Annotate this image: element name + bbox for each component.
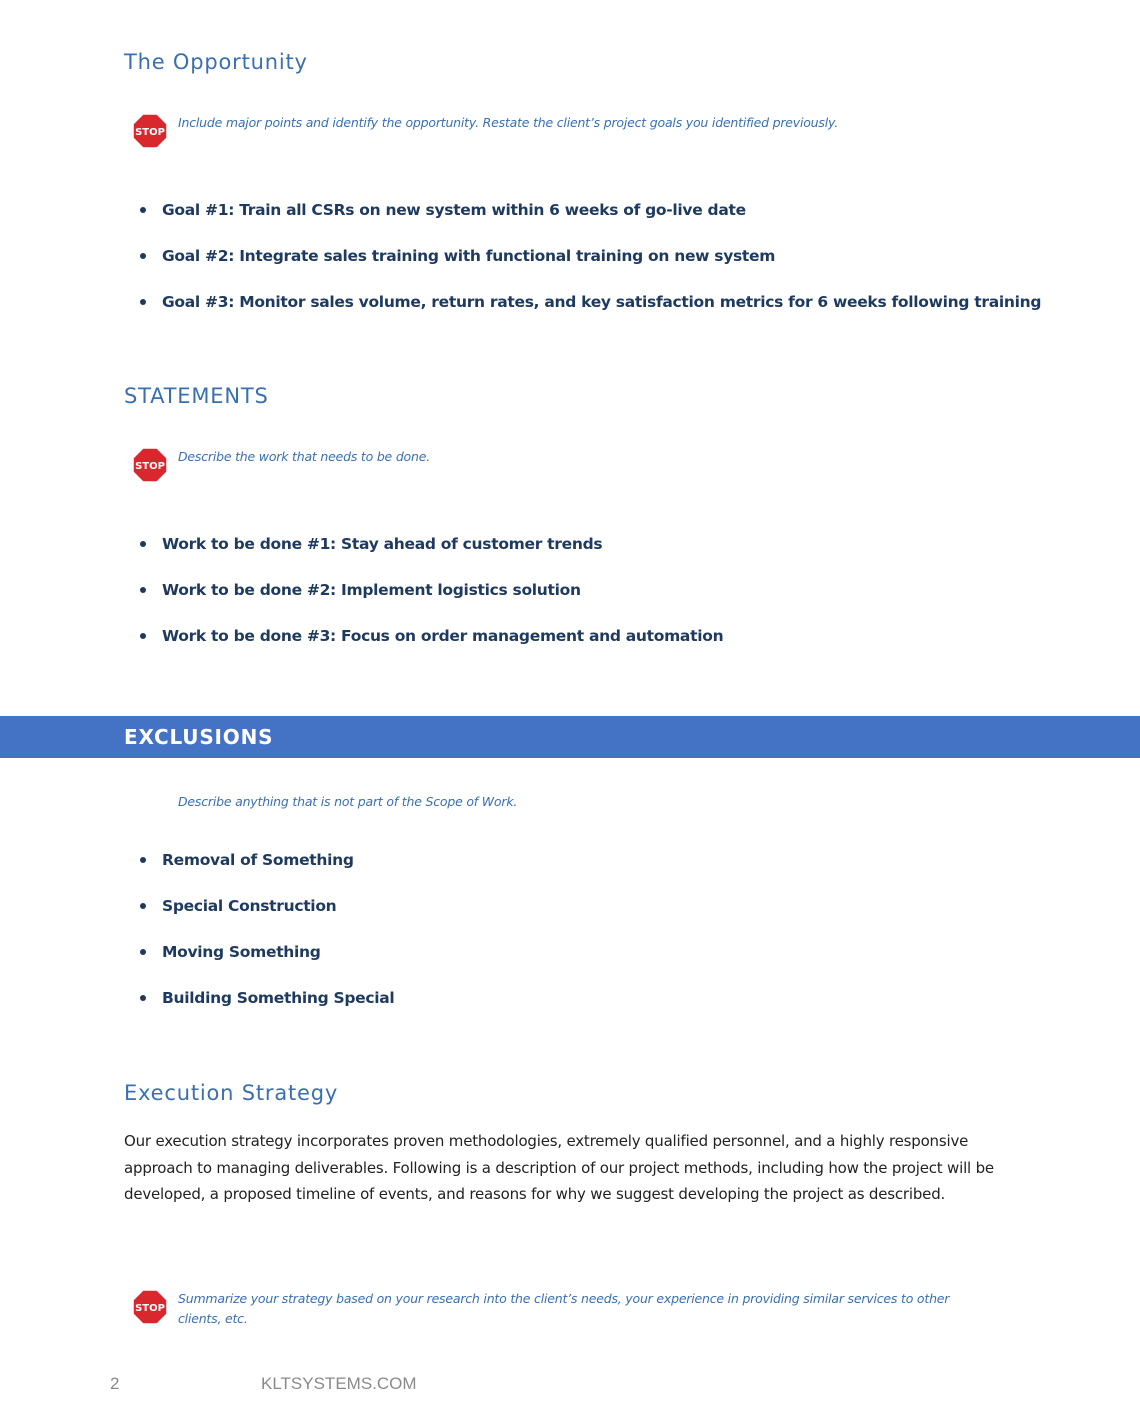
execution-paragraph: Our execution strategy incorporates proven methodologies, extremely qualified personnel, and a highly responsive approach to managing deliverables. Following is a description of our project methods, including how the project will be developed, a proposed timeline of events, and reasons for why we suggest developing the project as described. bbox=[124, 1132, 994, 1203]
list-item bbox=[136, 975, 394, 1021]
stop-sign-label: STOP bbox=[135, 127, 165, 138]
bullet-icon bbox=[140, 995, 146, 1001]
bullet-icon bbox=[140, 541, 146, 547]
list-item bbox=[136, 613, 723, 659]
bullet-icon bbox=[140, 633, 146, 639]
stop-sign-icon bbox=[132, 1289, 168, 1325]
stop-sign-icon bbox=[132, 447, 168, 483]
statements-note-text: Describe the work that needs to be done. bbox=[178, 449, 430, 464]
list-item-text: Removal of Something bbox=[162, 851, 354, 869]
stop-sign-label: STOP bbox=[135, 461, 165, 472]
list-item-text: Goal #3: Monitor sales volume, return rates, and key satisfaction metrics for 6 weeks following training bbox=[162, 293, 1042, 311]
exclusions-heading: EXCLUSIONS bbox=[124, 725, 274, 749]
list-item-text: Work to be done #3: Focus on order management and automation bbox=[162, 627, 724, 645]
stop-sign-label: STOP bbox=[135, 1303, 165, 1314]
bullet-icon bbox=[140, 949, 146, 955]
list-item-text: Goal #1: Train all CSRs on new system within 6 weeks of go-live date bbox=[162, 201, 746, 219]
list-item bbox=[136, 567, 723, 613]
execution-heading: Execution Strategy bbox=[124, 1081, 339, 1105]
opportunity-note-text: Include major points and identify the opportunity. Restate the client’s project goals you identified previously. bbox=[178, 115, 838, 130]
list-item bbox=[136, 187, 1041, 233]
page-number: 2 bbox=[110, 1374, 120, 1393]
bullet-icon bbox=[140, 903, 146, 909]
statements-heading: STATEMENTS bbox=[124, 384, 269, 408]
opportunity-note bbox=[132, 113, 878, 149]
bullet-icon bbox=[140, 299, 146, 305]
bullet-icon bbox=[140, 587, 146, 593]
list-item-text: Goal #2: Integrate sales training with functional training on new system bbox=[162, 247, 776, 265]
list-item bbox=[136, 837, 394, 883]
list-item bbox=[136, 279, 1041, 325]
stop-sign-icon bbox=[132, 113, 168, 149]
list-item-text: Moving Something bbox=[162, 943, 321, 961]
list-item-text: Building Something Special bbox=[162, 989, 395, 1007]
bullet-icon bbox=[140, 857, 146, 863]
footer-website: KLTSYSTEMS.COM bbox=[261, 1374, 417, 1393]
list-item-text: Special Construction bbox=[162, 897, 337, 915]
bullet-icon bbox=[140, 253, 146, 259]
opportunity-heading: The Opportunity bbox=[124, 50, 308, 74]
list-item bbox=[136, 233, 1041, 279]
list-item bbox=[136, 521, 723, 567]
statements-list bbox=[136, 521, 723, 659]
execution-note-text: Summarize your strategy based on your research into the client’s needs, your experience in providing similar services to other clients, etc. bbox=[178, 1291, 950, 1326]
goals-list bbox=[136, 187, 1041, 325]
execution-note bbox=[132, 1289, 968, 1329]
exclusions-list bbox=[136, 837, 394, 1021]
exclusions-banner bbox=[0, 716, 1140, 758]
exclusions-note-text: Describe anything that is not part of the Scope of Work. bbox=[178, 794, 518, 809]
list-item-text: Work to be done #2: Implement logistics solution bbox=[162, 581, 581, 599]
statements-note bbox=[132, 447, 430, 483]
list-item-text: Work to be done #1: Stay ahead of customer trends bbox=[162, 535, 603, 553]
list-item bbox=[136, 883, 394, 929]
bullet-icon bbox=[140, 207, 146, 213]
list-item bbox=[136, 929, 394, 975]
